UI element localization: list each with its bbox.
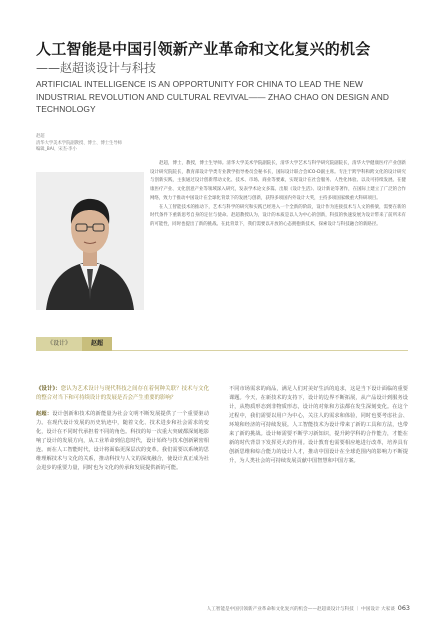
right-column bbox=[229, 385, 408, 466]
right-column-text: 不同市场需求的商品，满足人们对美好生活的追求，这是当下设计面临的重要课题。今天，在新技术的支持下，设计的边界不断拓展，从产品设计到服务设计，从物质形态到非物质形态，设计的对象和方法都在发生深刻变化。在这个过程中，我们需要以用户为中心，关注人的需求和体验，同时也要考虑社会、环境和经济的可持续发展。人工智能技术为设计带来了新的工具和方法，也带来了新的挑战。设计师需要不断学习新知识，提升跨学科的合作能力，才能在新的时代背景下发挥更大的作用。设计教育也需要相应地进行改革，培养具有创新思维和综合能力的设计人才，推动中国设计在全球范围内的影响力不断提升，为人类社会的可持续发展贡献中国智慧和中国方案。 bbox=[229, 386, 408, 465]
tag-magazine-label: 《设计》 bbox=[36, 337, 82, 351]
answer-paragraph bbox=[36, 410, 209, 473]
bio-paragraph: 在人工智能技术的推动下，艺术与科学的研究和实践已经进入一个全新的阶段，设计作为连接技术与人文的桥梁，需要在新的时代条件下重新思考自身的定位与使命。赵超教授认为，设计的本质是以人为中心的创新，科技的快速发展为设计带来了前所未有的可能性，同时也提出了新的挑战。在此背景下，我们需要以开放的心态拥抱新技术，探索设计与科技融合的新路径。 bbox=[150, 204, 406, 227]
english-title: ARTIFICIAL INTELLIGENCE IS AN OPPORTUNITY FOR CHINA TO LEAD THE NEW INDUSTRIAL REVOLUTION AND CULTURAL REVIVAL—— ZHAO CHAO ON DESIGN AND TECHNOLOGY bbox=[36, 79, 390, 114]
answer-label: 赵超： bbox=[36, 410, 53, 417]
tag-divider bbox=[112, 350, 408, 351]
section-tag bbox=[36, 337, 408, 351]
footer-text: 人工智能是中国引领新产业革命和文化复兴的机会——赵超谈设计与科技 ｜ 中国设计 大家谈 bbox=[206, 607, 395, 612]
editor-credit: 编辑_BAI、宋杰·李小 bbox=[36, 147, 77, 152]
question-label: 《设计》： bbox=[36, 386, 61, 392]
page-number: 063 bbox=[397, 604, 410, 612]
article-title: 人工智能是中国引领新产业革命和文化复兴的机会 bbox=[36, 40, 371, 58]
author-bio bbox=[150, 160, 406, 230]
portrait-illustration bbox=[36, 172, 144, 310]
bio-paragraph: 赵超，博士，教授，博士生导师。清华大学美术学院副院长，清华大学艺术与科学研究院副院长，清华大学健康医疗产业创新设计研究院院长，教育部设计学类专业教学指导委员会秘书长，国际设计联合会ICO-D副主席。专注于跨学科和跨文化的设计研究与创新实践，主张通过设计创新带动文化、技术、市场、商业等要素，实现设计在社会服务、人性化体验、以及可持续发展。在健康医疗产业、文化创意产业等领域深入研究，发表学术论文多篇。出版《设计生活》、设计新论等著作，在国际上建立了广泛的合作网络，致力于推动中国设计在全球化背景下的发展与创新，获得多项国内外设计大奖，主持多项国家级重大科研项目。 bbox=[150, 161, 406, 201]
author-credit bbox=[36, 134, 176, 154]
portrait-photo bbox=[36, 172, 144, 310]
tag-speaker-label: 赵超 bbox=[82, 337, 112, 351]
question-text: 您认为艺术设计与现代科技之间存在着何种关联？技术与文化的整合对当下和可持续设计的发展是否会产生重要的影响？ bbox=[36, 386, 209, 402]
author-name: 赵超 bbox=[36, 134, 45, 139]
article-subtitle: ——赵超谈设计与科技 bbox=[36, 61, 157, 75]
left-column bbox=[36, 385, 209, 473]
question-paragraph bbox=[36, 385, 209, 404]
answer-text: 设计创新和技术的新能量为社会文明不断发展提供了一个重要驱动力。在现代设计发展的历史轨迹中，随着文化、技术进步和社会需求的变化，设计在不同时代承担着不同的角色。科技的每一次重大突破都深刻地影响了设计的发展方向，从工业革命到信息时代，设计始终与技术创新紧密相连。而在人工智能时代，设计将面临更深层次的变革。我们需要以系统的思维理解技术与文化的关系，推动科技与人文的深度融合，使设计真正成为社会进步的重要力量，同时也为文化的传承和发展提供新的可能。 bbox=[36, 410, 209, 472]
page-footer bbox=[207, 604, 410, 612]
author-role: 清华大学美术学院副教授、博士、博士生导师 bbox=[36, 140, 122, 146]
